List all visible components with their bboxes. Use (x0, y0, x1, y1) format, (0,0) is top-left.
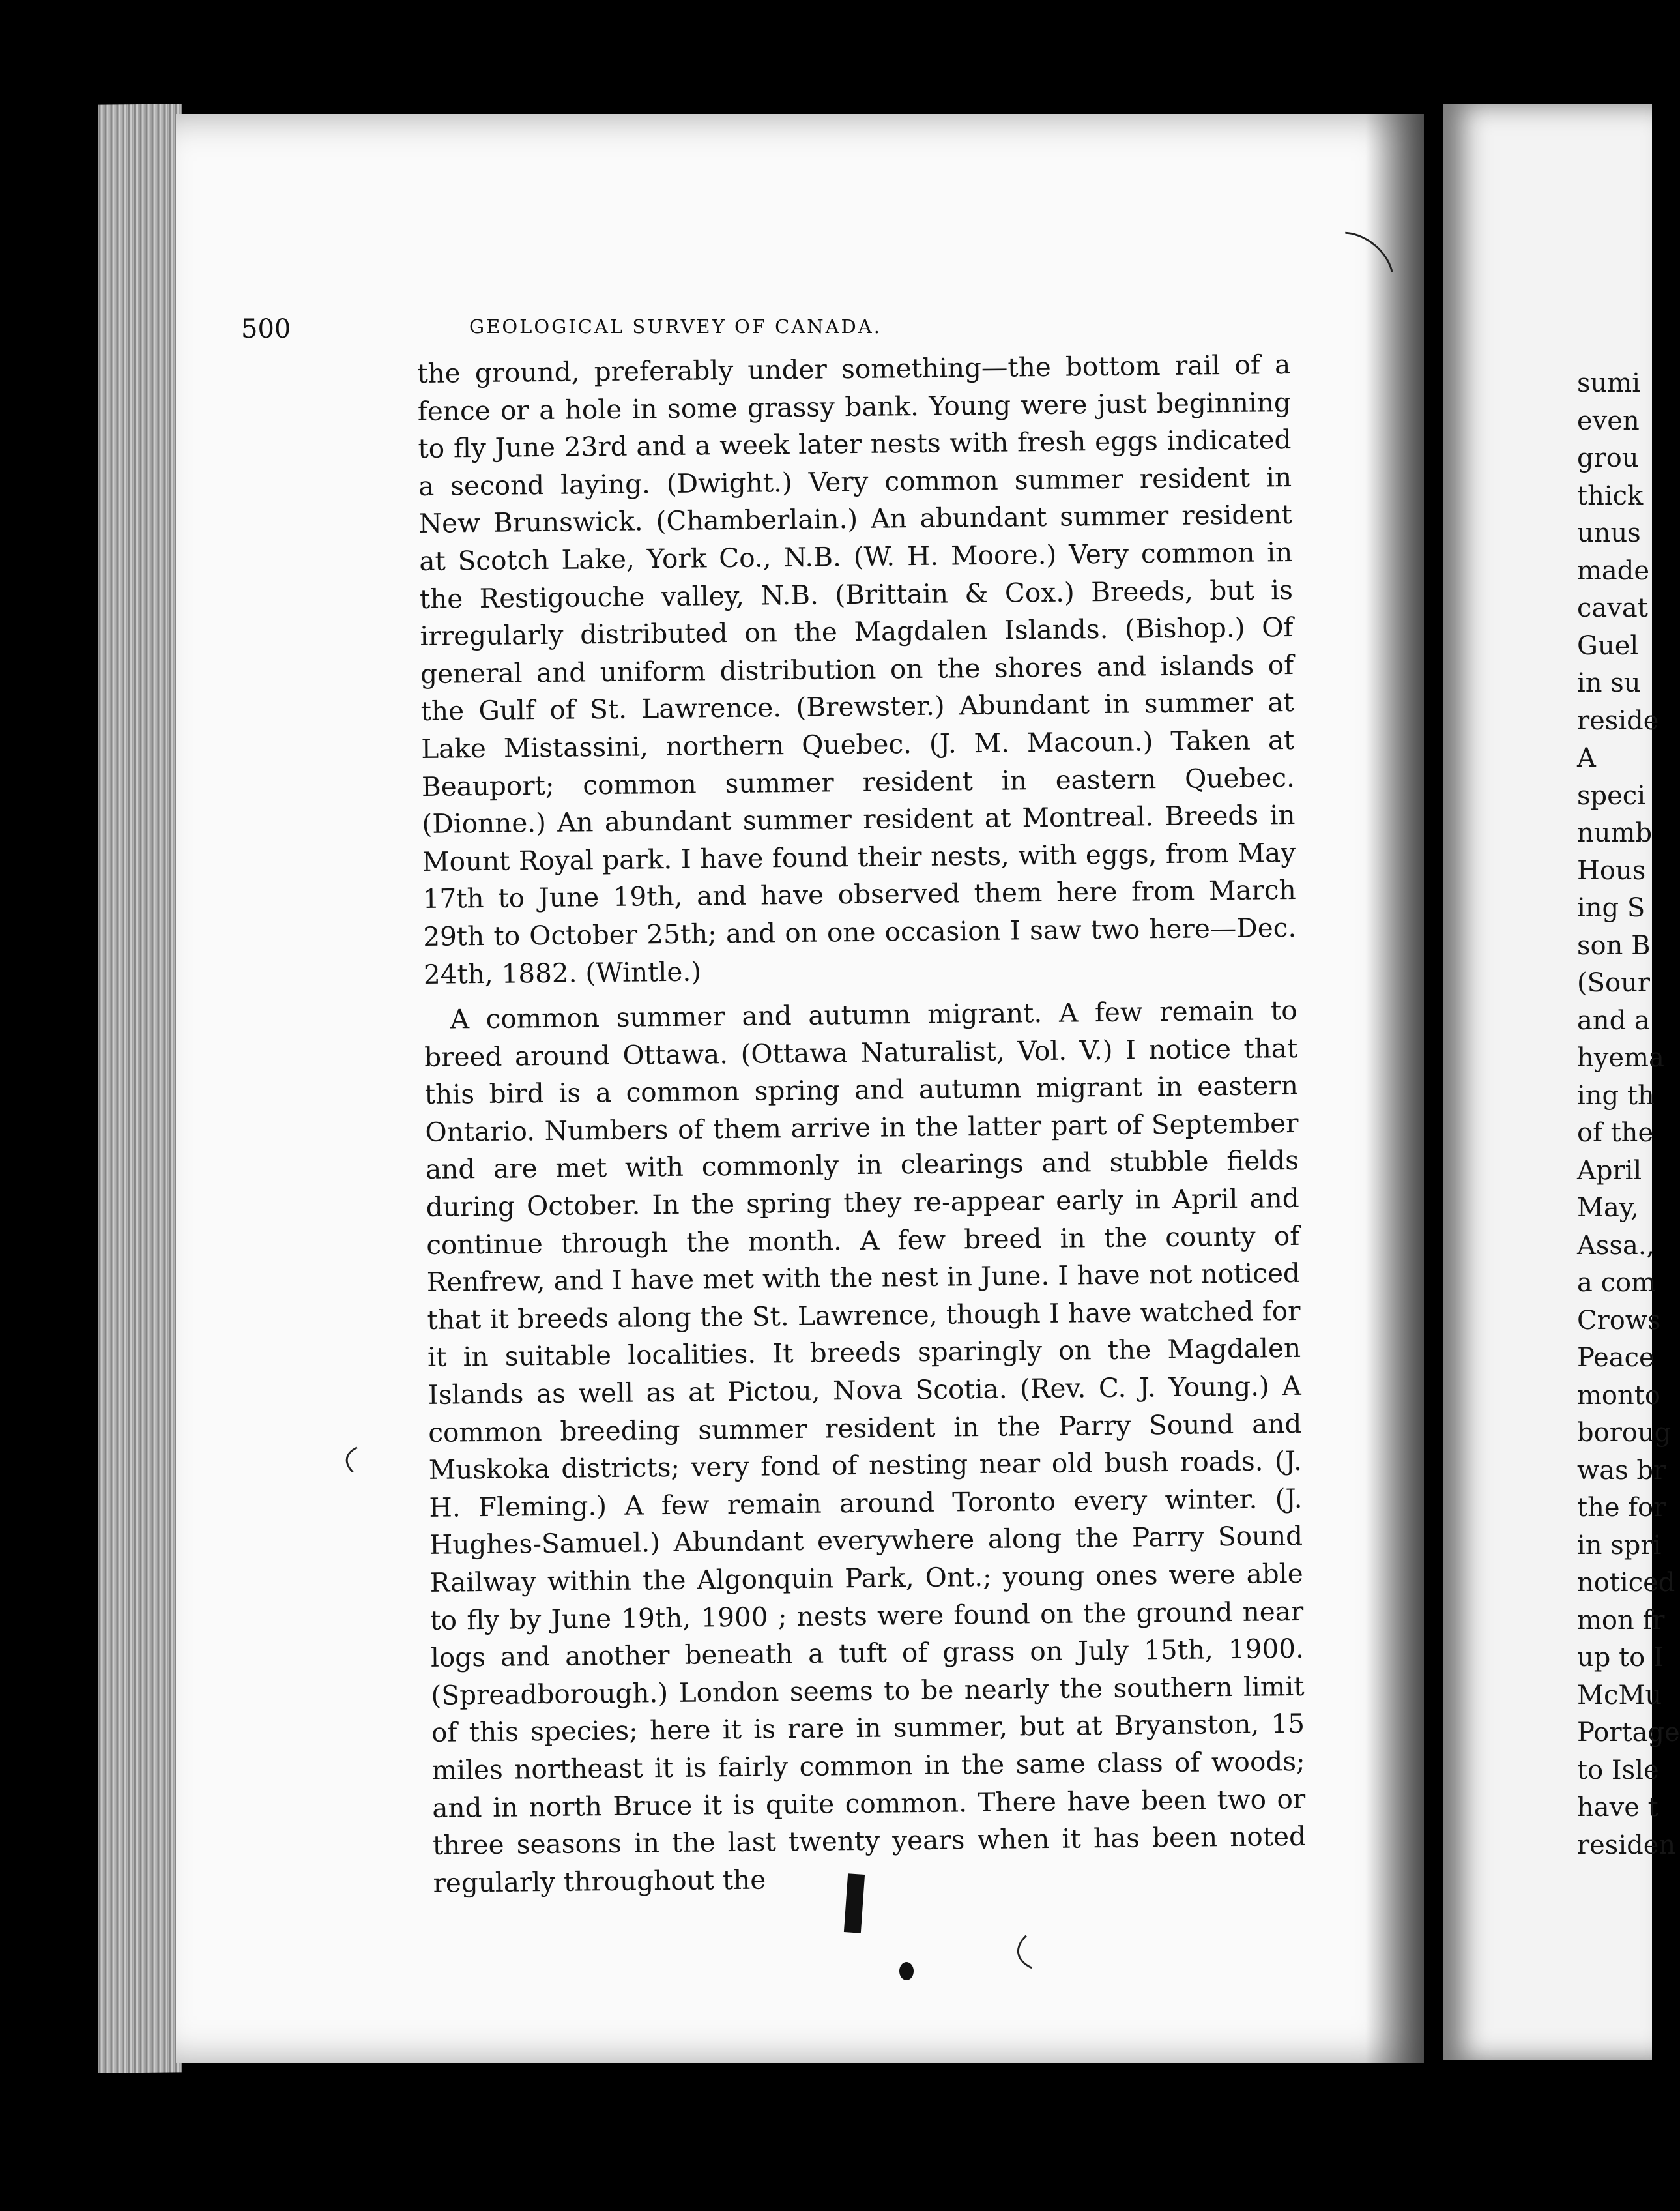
fragment-line: ing S (1577, 893, 1645, 923)
paragraph-1: the ground, preferably under something—the bottom rail of a fence or a hole in some grassy bank. Young were just beginning to fly June 23rd and a week later nests with fresh eggs indicated a second laying. (Dwight.) Very common summer resident in New Brunswick. (Chamberlain.) An abundant summer resident at Scotch Lake, York Co., N.B. (W. H. Moore.) Very common in the Restigouche valley, N.B. (Brittain & Cox.) Breeds, but is irregularly distributed on the Magdalen Islands. (Bishop.) Of general and uniform distribution on the shores and islands of the Gulf of St. Lawrence. (Brewster.) Abundant in summer at Lake Mistassini, northern Quebec. (J. M. Macoun.) Taken at Beauport; common summer resident in eastern Quebec. (Dionne.) An abundant summer resident at Montreal. Breeds in Mount Royal park. I have found their nests, with eggs, from May 17th to June 19th, and have observed them here from March 29th to October 25th; and on one occasion I saw two here—Dec. 24th, 1882. (Wintle.) (417, 348, 1297, 990)
fragment-line: Assa., (1577, 1230, 1655, 1261)
right-page-text-fragments (1577, 365, 1680, 1864)
fragment-line: McMu (1577, 1680, 1662, 1710)
fragment-line: boroug (1577, 1418, 1672, 1448)
fragment-line: unus (1577, 518, 1641, 548)
fragment-line: ing th (1577, 1080, 1655, 1111)
fragment-line: May, (1577, 1193, 1639, 1223)
fragment-line: made (1577, 555, 1650, 586)
fragment-line: monto (1577, 1380, 1660, 1411)
fragment-line: cavat (1577, 593, 1648, 623)
fragment-line: residen (1577, 1830, 1676, 1860)
fragment-line: April (1577, 1155, 1642, 1186)
fragment-line: (Sour (1577, 968, 1650, 998)
fragment-line: was br (1577, 1455, 1666, 1486)
fragment-line: Guel (1577, 630, 1639, 661)
fragment-line: Peace (1577, 1343, 1655, 1373)
fragment-line: noticed (1577, 1568, 1675, 1598)
fragment-line: reside (1577, 705, 1659, 736)
fragment-line: a com (1577, 1268, 1656, 1298)
fragment-line: in spri (1577, 1530, 1662, 1560)
fragment-line: even (1577, 405, 1640, 436)
fragment-line: of the (1577, 1118, 1654, 1148)
fragment-line: to Isle (1577, 1755, 1659, 1785)
page-number: 500 (241, 314, 291, 344)
fragment-line: sumi (1577, 368, 1641, 398)
fragment-line: have t (1577, 1793, 1658, 1823)
fragment-line: in su (1577, 668, 1641, 698)
book-page-edges (98, 104, 182, 2073)
running-head: GEOLOGICAL SURVEY OF CANADA. (469, 315, 882, 338)
fragment-line: Hous (1577, 855, 1646, 886)
fragment-line: up to I (1577, 1643, 1664, 1673)
fragment-line: grou (1577, 443, 1639, 473)
fragment-line: mon fr (1577, 1605, 1665, 1635)
paragraph-2: A common summer and autumn migrant. A few remain to breed around Ottawa. (Ottawa Naturalist, Vol. V.) I notice that this bird is a common spring and autumn migrant in eastern Ontario. Numbers of them arrive in the latter part of September and are met with commonly in clearings and stubble fields during October. In the spring they re-appear early in April and continue through the month. A few breed in the county of Renfrew, and I have met with the nest in June. I have not noticed that it breeds along the St. Lawrence, though I have watched for it in suitable localities. It breeds sparingly on the Magdalen Islands as well as at Pictou, Nova Scotia. (Rev. C. J. Young.) A common breeding summer resident in the Parry Sound and Muskoka districts; very fond of nesting near old bush roads. (J. H. Fleming.) A few remain around Toronto every winter. (J. Hughes-Samuel.) Abundant everywhere along the Parry Sound Railway within the Algonquin Park, Ont.; young ones were able to fly by June 19th, 1900 ; nests were found on the ground near logs and another beneath a tuft of grass on July 15th, 1900. (Spreadborough.) London seems to be nearly the southern limit of this species; here it is rare in summer, but at Bryanston, 15 miles northeast it is fairly common in the same class of woods; and in north Bruce it is quite common. There have been two or three seasons in the last twenty years when it has been noted regularly throughout the (424, 995, 1307, 1899)
fragment-line: and a (1577, 1005, 1650, 1036)
gutter-shadow (1365, 114, 1424, 2063)
body-text (417, 346, 1307, 1902)
fragment-line: hyema (1577, 1043, 1664, 1073)
fragment-line: son B (1577, 930, 1651, 961)
ink-speck (899, 1962, 914, 1980)
fragment-line: numb (1577, 818, 1653, 848)
fragment-line: speci (1577, 780, 1645, 811)
fragment-line: Portage (1577, 1718, 1680, 1748)
fragment-line: the for (1577, 1493, 1666, 1523)
fragment-line: A (1577, 743, 1596, 773)
fragment-line: thick (1577, 480, 1644, 511)
fragment-line: Crows (1577, 1305, 1661, 1336)
